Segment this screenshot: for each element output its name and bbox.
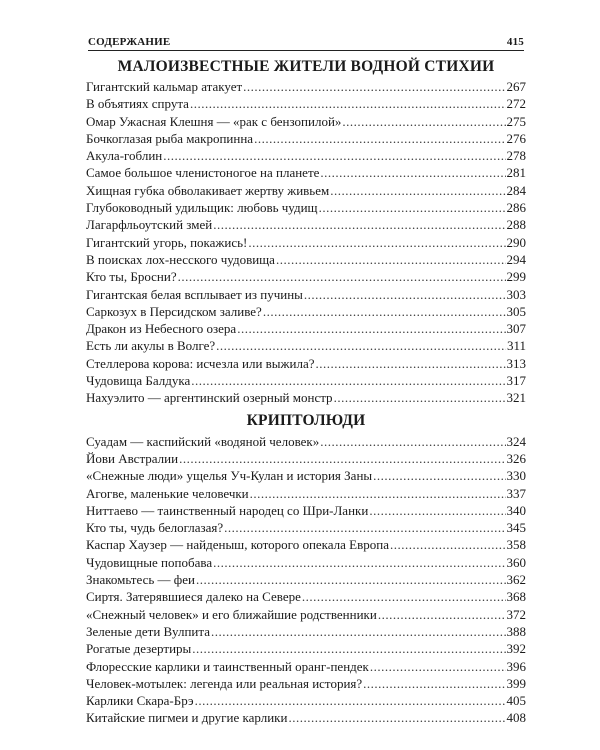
toc-entry-title: Карлики Скара-Брэ xyxy=(86,693,194,709)
toc-entry-page: 372 xyxy=(506,606,526,622)
toc-entry-page: 330 xyxy=(506,468,526,484)
toc-entry-title: Хищная губка обволакивает жертву живьем xyxy=(86,182,330,198)
toc-entry-title: В поисках лох-несского чудовища xyxy=(86,251,275,267)
toc-entry-title: Суадам — каспийский «водяной человек» xyxy=(86,433,320,449)
toc-entry-title: Гигантский кальмар атакует xyxy=(86,79,243,94)
dot-leader xyxy=(369,502,505,519)
dot-leader xyxy=(263,303,506,320)
dot-leader xyxy=(319,199,506,216)
toc-entry xyxy=(86,519,526,536)
toc-entry-page: 345 xyxy=(506,520,526,536)
toc-entry-page: 337 xyxy=(506,485,526,501)
toc-entry xyxy=(86,182,526,199)
toc-entry-page: 311 xyxy=(506,338,526,354)
running-header xyxy=(88,36,524,51)
toc-entry xyxy=(86,658,526,675)
toc-entry xyxy=(86,355,526,372)
toc-entry xyxy=(86,571,526,588)
toc-entry-page: 290 xyxy=(506,234,526,250)
dot-leader xyxy=(237,320,505,337)
dot-leader xyxy=(163,147,505,164)
toc-entry xyxy=(86,623,526,640)
dot-leader xyxy=(248,234,505,251)
toc-entry-title: Омар Ужасная Клешня — «рак с бензопилой» xyxy=(86,113,342,129)
toc-entry xyxy=(86,216,526,233)
toc-entry-title: «Снежный человек» и его ближайшие родственники xyxy=(86,606,377,622)
toc-entry-page: 358 xyxy=(506,537,526,553)
toc-entry-title: «Снежные люди» ущелья Уч-Кулан и история Заны xyxy=(86,468,373,484)
dot-leader xyxy=(178,268,506,285)
toc-entry xyxy=(86,113,526,130)
toc-entry-title: Кто ты, чудь белоглазая? xyxy=(86,520,224,536)
toc-entry-page: 284 xyxy=(506,182,526,198)
table-of-contents xyxy=(86,57,526,727)
toc-entry-title: Гигантский угорь, покажись! xyxy=(86,234,248,250)
toc-entry-page: 396 xyxy=(506,658,526,674)
toc-entry-title: Агогве, маленькие человечки xyxy=(86,485,249,501)
toc-entry xyxy=(86,268,526,285)
dot-leader xyxy=(179,450,505,467)
dot-leader xyxy=(191,372,505,389)
toc-entry xyxy=(86,485,526,502)
toc-entry-page: 360 xyxy=(506,554,526,570)
toc-list xyxy=(86,433,526,727)
toc-entry xyxy=(86,502,526,519)
toc-entry-page: 294 xyxy=(506,251,526,267)
toc-entry-page: 408 xyxy=(506,710,526,726)
toc-entry xyxy=(86,95,526,112)
dot-leader xyxy=(288,709,505,726)
toc-entry xyxy=(86,372,526,389)
dot-leader xyxy=(254,130,505,147)
toc-entry-page: 288 xyxy=(506,217,526,233)
toc-entry-page: 388 xyxy=(506,623,526,639)
toc-entry xyxy=(86,389,526,406)
dot-leader xyxy=(342,113,505,130)
toc-entry xyxy=(86,450,526,467)
toc-entry-page: 324 xyxy=(506,433,526,449)
toc-entry-page: 368 xyxy=(506,589,526,605)
toc-entry xyxy=(86,554,526,571)
dot-leader xyxy=(192,640,505,657)
toc-entry-page: 362 xyxy=(506,572,526,588)
toc-entry xyxy=(86,606,526,623)
toc-entry-title: Самое большое членистоногое на планете xyxy=(86,165,320,181)
toc-entry-title: Флоресские карлики и таинственный оранг-пендек xyxy=(86,658,369,674)
dot-leader xyxy=(243,78,505,95)
toc-entry xyxy=(86,78,526,95)
dot-leader xyxy=(195,692,506,709)
dot-leader xyxy=(276,251,506,268)
toc-entry-title: Есть ли акулы в Волге? xyxy=(86,338,216,354)
dot-leader xyxy=(373,467,505,484)
toc-entry xyxy=(86,588,526,605)
toc-entry-title: Кто ты, Бросни? xyxy=(86,269,177,285)
dot-leader xyxy=(190,95,506,112)
toc-entry xyxy=(86,199,526,216)
toc-entry xyxy=(86,251,526,268)
toc-entry-title: Сиртя. Затерявшиеся далеко на Севере xyxy=(86,589,301,605)
toc-entry xyxy=(86,320,526,337)
toc-entry xyxy=(86,303,526,320)
toc-entry-title: Человек-мотылек: легенда или реальная история? xyxy=(86,675,363,691)
toc-entry-title: Чудовища Балдука xyxy=(86,373,191,389)
toc-list xyxy=(86,78,526,407)
toc-entry-title: Дракон из Небесного озера xyxy=(86,321,237,337)
toc-entry-page: 276 xyxy=(506,130,526,146)
toc-entry-title: Лагарфльоутский змей xyxy=(86,217,213,233)
toc-entry-title: Знакомьтесь — феи xyxy=(86,572,195,588)
toc-entry-title: Рогатые дезертиры xyxy=(86,641,192,657)
toc-entry-title: Глубоководный удильщик: любовь чудищ xyxy=(86,200,318,216)
toc-entry-title: Чудовищные попобава xyxy=(86,554,213,570)
toc-entry xyxy=(86,467,526,484)
toc-entry-page: 399 xyxy=(506,675,526,691)
dot-leader xyxy=(330,182,505,199)
toc-entry xyxy=(86,164,526,181)
dot-leader xyxy=(378,606,506,623)
dot-leader xyxy=(320,164,505,181)
toc-entry-page: 278 xyxy=(506,148,526,164)
toc-entry-page: 281 xyxy=(506,165,526,181)
dot-leader xyxy=(370,658,506,675)
toc-entry xyxy=(86,640,526,657)
dot-leader xyxy=(363,675,505,692)
toc-entry xyxy=(86,234,526,251)
toc-entry xyxy=(86,536,526,553)
toc-entry-title: Гигантская белая всплывает из пучины xyxy=(86,286,303,302)
toc-entry-page: 305 xyxy=(506,303,526,319)
toc-entry-title: Каспар Хаузер — найденыш, которого опекала Европа xyxy=(86,537,389,553)
toc-entry-title: Нахуэлито — аргентинский озерный монстр xyxy=(86,390,333,406)
toc-entry-page: 275 xyxy=(506,113,526,129)
toc-entry xyxy=(86,147,526,164)
toc-entry-page: 286 xyxy=(506,200,526,216)
dot-leader xyxy=(216,337,506,354)
toc-entry-page: 405 xyxy=(506,693,526,709)
toc-entry xyxy=(86,692,526,709)
running-header-title: СОДЕРЖАНИЕ xyxy=(88,36,171,48)
toc-entry-title: В объятиях спрута xyxy=(86,96,189,112)
toc-entry-page: 313 xyxy=(506,355,526,371)
toc-entry-page: 303 xyxy=(506,286,526,302)
dot-leader xyxy=(320,433,505,450)
dot-leader xyxy=(196,571,506,588)
toc-entry-title: Саркозух в Персидском заливе? xyxy=(86,303,262,319)
toc-entry-title: Зеленые дети Вулпита xyxy=(86,623,210,639)
toc-entry-title: Бочкоглазая рыба макропинна xyxy=(86,130,254,146)
toc-entry-page: 340 xyxy=(506,502,526,518)
toc-entry xyxy=(86,337,526,354)
dot-leader xyxy=(304,286,506,303)
toc-entry-page: 392 xyxy=(506,641,526,657)
dot-leader xyxy=(224,519,505,536)
toc-section-sea-creatures xyxy=(86,57,526,407)
toc-entry-title: Стеллерова корова: исчезла или выжила? xyxy=(86,355,315,371)
toc-entry-page: 326 xyxy=(506,450,526,466)
dot-leader xyxy=(250,485,506,502)
dot-leader xyxy=(213,554,505,571)
toc-entry xyxy=(86,709,526,726)
toc-entry xyxy=(86,433,526,450)
toc-entry-page: 272 xyxy=(506,96,526,112)
toc-entry-page: 321 xyxy=(506,390,526,406)
toc-entry-page: 267 xyxy=(506,79,526,94)
section-title: МАЛОИЗВЕСТНЫЕ ЖИТЕЛИ ВОДНОЙ СТИХИИ xyxy=(117,58,495,75)
dot-leader xyxy=(211,623,506,640)
toc-entry-title: Ниттаево — таинственный народец со Шри-Ланки xyxy=(86,502,369,518)
toc-entry xyxy=(86,286,526,303)
section-title: КРИПТОЛЮДИ xyxy=(246,411,366,429)
dot-leader xyxy=(302,588,506,605)
page-number: 415 xyxy=(506,36,524,48)
dot-leader xyxy=(316,355,506,372)
dot-leader xyxy=(334,389,506,406)
toc-entry-title: Йови Австралии xyxy=(86,450,179,466)
toc-entry xyxy=(86,675,526,692)
toc-section-cryptopeople xyxy=(86,411,526,727)
dot-leader xyxy=(213,216,505,233)
toc-entry-title: Акула-гоблин xyxy=(86,148,163,164)
toc-entry-page: 307 xyxy=(506,321,526,337)
toc-entry-title: Китайские пигмеи и другие карлики xyxy=(86,710,288,726)
toc-entry-page: 299 xyxy=(506,269,526,285)
toc-entry-page: 317 xyxy=(506,373,526,389)
toc-entry xyxy=(86,130,526,147)
dot-leader xyxy=(390,536,506,553)
